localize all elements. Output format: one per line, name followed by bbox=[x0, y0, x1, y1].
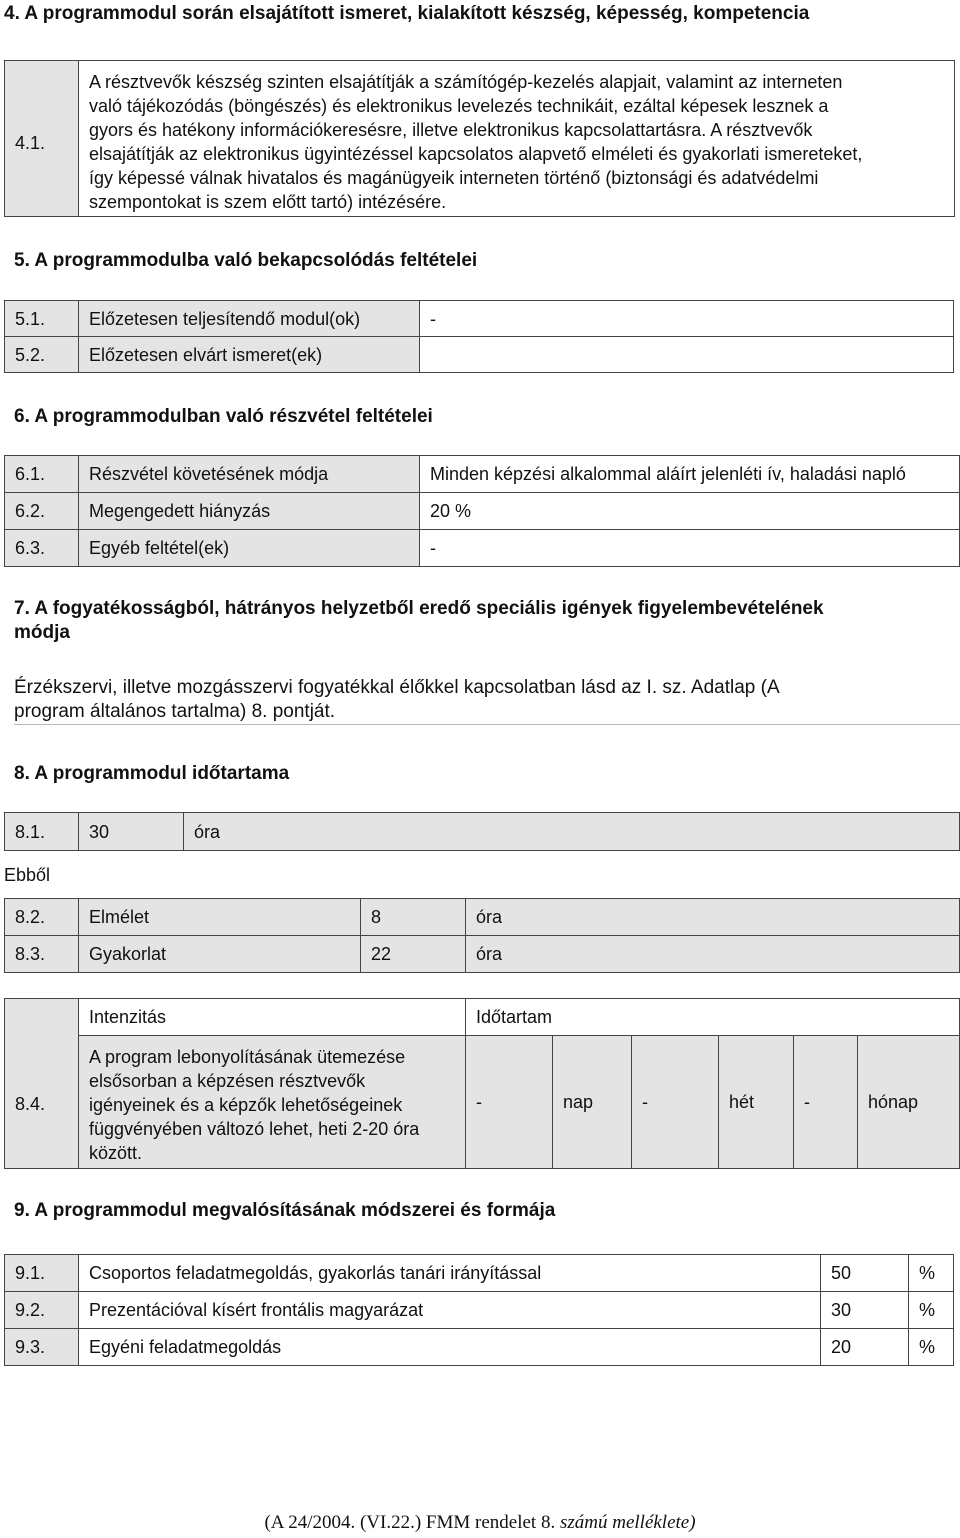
days-count: - bbox=[466, 1036, 553, 1169]
text-line: elsősorban a képzésen résztvevők bbox=[89, 1071, 366, 1091]
text-line: A résztvevők készség szinten elsajátítják a számítógép-kezelés alapjait, valamint az interneten bbox=[89, 71, 843, 92]
section-7-heading-line-1: 7. A fogyatékosságból, hátrányos helyzetből eredő speciális igények figyelembevételének bbox=[14, 598, 824, 619]
row-value: - bbox=[420, 301, 954, 337]
row-number: 9.2. bbox=[5, 1292, 79, 1329]
row-unit: óra bbox=[466, 936, 960, 973]
footer-regular: (A 24/2004. (VI.22.) FMM rendelet 8. bbox=[264, 1512, 556, 1533]
section-8-total-table bbox=[4, 812, 960, 851]
text-line: között. bbox=[89, 1143, 143, 1163]
text-line: szempontokat is szem előtt tartó) intézésére. bbox=[89, 191, 447, 212]
section-9-heading: 9. A programmodul megvalósításának módszerei és formája bbox=[14, 1200, 556, 1221]
row-unit: % bbox=[909, 1255, 954, 1292]
row-number: 8.1. bbox=[5, 813, 79, 851]
row-value: Minden képzési alkalommal aláírt jelenléti ív, haladási napló bbox=[420, 456, 960, 493]
row-number: 6.3. bbox=[5, 530, 79, 567]
section-4-heading: 4. A programmodul során elsajátított ismeret, kialakított készség, képesség, kompetencia bbox=[4, 3, 810, 24]
ebbol-label: Ebből bbox=[4, 865, 51, 885]
footer-italic: számú melléklete) bbox=[559, 1512, 696, 1533]
months-unit: hónap bbox=[858, 1036, 960, 1169]
section-7-divider bbox=[14, 724, 960, 725]
text-line: így képessé válnak hivatalos és magánügyeik interneten történő (biztonsági és adatvédelmi bbox=[89, 167, 819, 188]
intensity-header: Intenzitás bbox=[79, 999, 466, 1036]
section-4-1-number: 4.1. bbox=[5, 61, 79, 217]
months-count: - bbox=[794, 1036, 858, 1169]
text-line: igényeinek és a képzők lehetőségeinek bbox=[89, 1095, 403, 1115]
row-label: Részvétel követésének módja bbox=[79, 456, 420, 493]
total-hours-unit: óra bbox=[184, 813, 960, 851]
intensity-description bbox=[79, 1036, 466, 1169]
section-8-hours-table bbox=[4, 898, 960, 973]
section-6-table bbox=[4, 455, 960, 567]
row-number: 9.3. bbox=[5, 1329, 79, 1366]
row-value: - bbox=[420, 530, 960, 567]
row-label: Gyakorlat bbox=[79, 936, 361, 973]
row-unit: % bbox=[909, 1292, 954, 1329]
text-line: A program lebonyolításának ütemezése bbox=[89, 1047, 406, 1067]
row-value: 20 bbox=[821, 1329, 909, 1366]
row-unit: % bbox=[909, 1329, 954, 1366]
section-7-heading-line-2: módja bbox=[14, 622, 70, 643]
text-line: gyors és hatékony információkeresésre, illetve elektronikus kapcsolattartásra. A résztvevők bbox=[89, 119, 813, 140]
weeks-unit: hét bbox=[719, 1036, 794, 1169]
section-5-table bbox=[4, 300, 954, 373]
row-label: Egyéni feladatmegoldás bbox=[79, 1329, 821, 1366]
row-number: 5.2. bbox=[5, 337, 79, 373]
row-number: 9.1. bbox=[5, 1255, 79, 1292]
row-value: 20 % bbox=[420, 493, 960, 530]
row-label: Egyéb feltétel(ek) bbox=[79, 530, 420, 567]
row-value bbox=[420, 337, 954, 373]
footer bbox=[0, 1512, 960, 1534]
row-number: 8.2. bbox=[5, 899, 79, 936]
row-label: Megengedett hiányzás bbox=[79, 493, 420, 530]
section-4-table bbox=[4, 60, 955, 217]
text-line: való tájékozódás (böngészés) és elektronikus levelezés technikáit, ezáltal képesek lesznek a bbox=[89, 95, 829, 116]
row-value: 22 bbox=[361, 936, 466, 973]
row-value: 30 bbox=[821, 1292, 909, 1329]
weeks-count: - bbox=[632, 1036, 719, 1169]
row-label: Elmélet bbox=[79, 899, 361, 936]
row-number: 5.1. bbox=[5, 301, 79, 337]
section-5-heading: 5. A programmodulba való bekapcsolódás feltételei bbox=[14, 250, 478, 271]
row-unit: óra bbox=[466, 899, 960, 936]
total-hours-value: 30 bbox=[79, 813, 184, 851]
duration-header: Időtartam bbox=[466, 999, 960, 1036]
section-4-1-text bbox=[79, 61, 955, 217]
row-label: Előzetesen elvárt ismeret(ek) bbox=[79, 337, 420, 373]
row-label: Csoportos feladatmegoldás, gyakorlás tanári irányítással bbox=[79, 1255, 821, 1292]
section-8-intensity-table bbox=[4, 998, 960, 1169]
row-number: 6.1. bbox=[5, 456, 79, 493]
text-line: elsajátítják az elektronikus ügyintézéssel kapcsolatos alapvető elméleti és gyakorlati ismereteket, bbox=[89, 143, 863, 164]
section-7-text-line-1: Érzékszervi, illetve mozgásszervi fogyatékkal élőkkel kapcsolatban lásd az I. sz. Adatlap (A bbox=[14, 677, 780, 698]
row-value: 8 bbox=[361, 899, 466, 936]
days-unit: nap bbox=[553, 1036, 632, 1169]
section-9-table bbox=[4, 1254, 954, 1366]
row-value: 50 bbox=[821, 1255, 909, 1292]
section-6-heading: 6. A programmodulban való részvétel feltételei bbox=[14, 406, 433, 427]
section-8-heading: 8. A programmodul időtartama bbox=[14, 763, 290, 784]
row-number: 8.3. bbox=[5, 936, 79, 973]
row-label: Prezentációval kísért frontális magyarázat bbox=[79, 1292, 821, 1329]
section-7-text-line-2: program általános tartalma) 8. pontját. bbox=[14, 701, 336, 722]
row-number: 6.2. bbox=[5, 493, 79, 530]
row-number: 8.4. bbox=[5, 999, 79, 1169]
text-line: függvényében változó lehet, heti 2-20 óra bbox=[89, 1119, 420, 1139]
row-label: Előzetesen teljesítendő modul(ok) bbox=[79, 301, 420, 337]
